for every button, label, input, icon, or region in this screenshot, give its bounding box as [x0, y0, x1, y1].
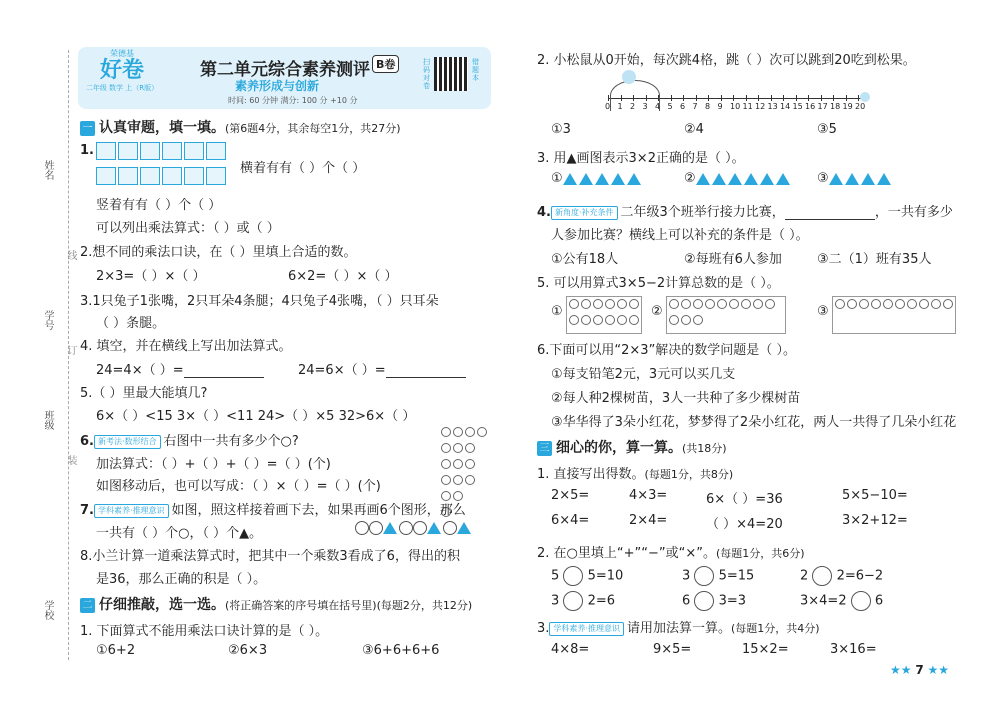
q1-vertical: 竖着有有（ ）个（ ） — [96, 198, 222, 213]
s2-q6: 6.下面可以用“2×3”解决的数学问题是（ ）。 — [537, 343, 796, 358]
s3-q2-r2b — [682, 591, 746, 611]
q3-text: 请用加法算一算。 — [626, 621, 731, 636]
s2-q5: 5. 可以用算式3×5−2计算总数的是（ ）。 — [537, 276, 780, 291]
s2-q6-opt-b: ②每人种2棵树苗，3人一共种了多少棵树苗 — [551, 391, 801, 406]
s3-q1-r2c3: （ ）×4=20 — [706, 517, 783, 532]
exam-meta: 时间: 60 分钟 满分: 100 分 +10 分 — [228, 96, 358, 105]
number-line-tick-label: 1 — [617, 102, 623, 111]
number-line-tick-label: 19 — [842, 102, 853, 111]
operator-blank[interactable] — [694, 566, 714, 586]
number-line-tick — [858, 95, 859, 101]
q3-b: （ ）条腿。 — [96, 316, 166, 331]
number-line-tick — [808, 95, 809, 101]
q6-line — [80, 430, 299, 449]
section-note: (共18分) — [682, 442, 727, 455]
number-line-tick-label: 14 — [780, 102, 791, 111]
q2-text: 2.想不同的乘法口诀，在（ ）里填上合适的数。 — [80, 245, 357, 260]
number-line-tick — [646, 95, 647, 101]
s2-q3-opt-c — [817, 171, 893, 186]
q3-num: 3. — [537, 621, 550, 636]
q4-b-text: 24=6×（ ）= — [298, 363, 386, 378]
qr-code[interactable] — [434, 57, 468, 91]
number-line-tick — [721, 95, 722, 101]
rhs: 5=15 — [718, 568, 755, 584]
s2-q1: 1. 下面算式不能用乘法口诀计算的是（ ）。 — [80, 624, 329, 639]
q1-equation: 可以列出乘法算式：（ ）或（ ） — [96, 221, 280, 236]
cut-mark: 订 — [65, 345, 76, 355]
s3-q2-header — [537, 542, 805, 561]
number-line-tick — [821, 95, 822, 101]
s2-q5-opt-b-label: ② — [651, 304, 663, 319]
number-line-tick — [771, 95, 772, 101]
s3-q1-r1c1: 2×5= — [551, 488, 590, 503]
number-line-tick — [683, 95, 684, 101]
q2-a: 2×3=（ ）×（ ） — [96, 269, 206, 284]
q4-tag: 新角度·补充条件 — [551, 206, 618, 220]
version-badge: B卷 — [372, 55, 399, 73]
q4-text: 4. 填空，并在横线上写出加法算式。 — [80, 339, 292, 354]
section-1-header — [80, 117, 401, 137]
rhs: 6 — [874, 593, 884, 609]
q7-num: 7. — [80, 503, 94, 518]
s2-q4-opt-a: ①公有18人 — [551, 252, 619, 267]
section-note: (第6题4分，其余每空1分，共27分) — [225, 122, 401, 135]
lhs: 3 — [551, 593, 560, 609]
number-line-tick-label: 8 — [705, 102, 711, 111]
section-number: 一 — [80, 121, 95, 136]
number-line-tick-label: 20 — [855, 102, 866, 111]
s2-q4-line — [537, 201, 953, 220]
number-line-tick-label: 12 — [755, 102, 766, 111]
s3-q3-c3: 15×2= — [742, 642, 789, 657]
operator-blank[interactable] — [851, 591, 871, 611]
q5-a: 6×（ ）<15 3×（ ）<11 24>（ ）×5 32>6×（ ） — [96, 409, 416, 424]
q3-a: 3.1只兔子1张嘴，2只耳朵4条腿；4只兔子4张嘴，（ ）只耳朵 — [80, 294, 439, 309]
number-line-tick — [746, 95, 747, 101]
number-line-tick-label: 4 — [655, 102, 661, 111]
grade-label: 二年级 数学 上（R版） — [85, 84, 159, 92]
cube-figure — [96, 142, 228, 189]
cut-mark: 装 — [65, 455, 76, 465]
s3-q2-note: (每题1分，共6分) — [715, 547, 805, 560]
number-line-tick — [796, 95, 797, 101]
s2-q5-figure-a — [566, 296, 642, 334]
opt-label: ① — [551, 171, 563, 186]
s3-q3-line — [537, 617, 820, 636]
number-line-tick — [833, 95, 834, 101]
student-id-label: 学号 — [42, 310, 53, 330]
operator-blank[interactable] — [563, 591, 583, 611]
s2-q1-opt-a: ①6+2 — [96, 643, 136, 658]
pinecone-icon — [860, 92, 870, 102]
s3-q2-r2a — [551, 591, 615, 611]
qr-right-label: 错题本 — [472, 58, 479, 82]
number-line-tick-label: 3 — [642, 102, 648, 111]
s2-q1-opt-c: ③6+6+6+6 — [362, 643, 440, 658]
number-line-tick-label: 16 — [805, 102, 816, 111]
school-label: 学校 — [42, 600, 53, 620]
number-line-tick — [621, 95, 622, 101]
section-number: 二 — [80, 598, 95, 613]
q6-num: 6. — [80, 434, 94, 449]
s3-q1-r1c3: 6×（ ）=36 — [706, 492, 783, 507]
section-3-header — [537, 437, 727, 457]
q6-text: 右图中一共有多少个○? — [163, 434, 299, 449]
page-footer: ★★ 7 ★★ — [890, 663, 950, 677]
s3-q2-r2c — [800, 591, 883, 611]
page-title: 第二单元综合素养测评 — [200, 60, 370, 80]
cut-mark: 线 — [65, 250, 76, 260]
q4-a — [96, 359, 264, 378]
s3-q2-r1c — [800, 566, 883, 586]
operator-blank[interactable] — [812, 566, 832, 586]
q4-text: 二年级3个班举行接力比赛， — [620, 205, 785, 220]
brand-big: 好卷 — [99, 58, 144, 83]
q8-a: 8.小兰计算一道乘法算式时，把其中一个乘数3看成了6，得出的积 — [80, 549, 460, 564]
opt-label: ③ — [817, 171, 829, 186]
s2-q4-b: 人参加比赛？横线上可以补充的条件是（ ）。 — [551, 228, 809, 243]
s3-q2: 2. 在○里填上“+”“−”或“×”。 — [537, 546, 716, 561]
s2-q2-opt-a: ①3 — [551, 122, 571, 137]
s3-q3-c1: 4×8= — [551, 642, 590, 657]
section-2-header — [80, 594, 472, 614]
number-line-tick-label: 7 — [692, 102, 698, 111]
brand-small: 荣德基 — [110, 49, 134, 58]
s3-q1-r2c1: 6×4= — [551, 513, 590, 528]
q7-line — [80, 499, 466, 518]
q5-text: 5.（ ）里最大能填几? — [80, 386, 208, 401]
s3-q1-r2c2: 2×4= — [629, 513, 668, 528]
squirrel-icon — [622, 70, 636, 84]
number-line-tick — [633, 95, 634, 101]
s2-q5-opt-a-label: ① — [551, 304, 563, 319]
s2-q4-opt-c: ③二（1）班有35人 — [817, 252, 932, 267]
rhs: 2=6−2 — [836, 568, 884, 584]
s2-q3-opt-b — [684, 171, 792, 186]
lhs: 5 — [551, 568, 560, 584]
opt-label: ② — [684, 171, 696, 186]
s2-q5-figure-c — [832, 296, 956, 334]
q7-tag: 学科素养·推理意识 — [94, 504, 169, 518]
s2-q5-opt-c-label: ③ — [817, 304, 829, 319]
qr-left-label: 扫码对卷 — [423, 58, 430, 90]
s2-q1-opt-b: ②6×3 — [228, 643, 268, 658]
q4-num: 4. — [537, 205, 551, 220]
s2-q6-opt-a: ①每支铅笔2元，3元可以买几支 — [551, 367, 736, 382]
q2-b: 6×2=（ ）×（ ） — [288, 269, 398, 284]
s2-q2-opt-b: ②4 — [684, 122, 704, 137]
page-number: 7 — [915, 663, 924, 677]
s3-q2-r1b — [682, 566, 754, 586]
s2-q2: 2. 小松鼠从0开始，每次跳4格，跳（ ）次可以跳到20吃到松果。 — [537, 53, 916, 68]
number-line-tick — [846, 95, 847, 101]
number-line-tick-label: 2 — [630, 102, 636, 111]
section-title: 认真审题，填一填。 — [99, 120, 225, 136]
number-line-tick — [733, 95, 734, 101]
number-line-tick-label: 9 — [717, 102, 723, 111]
rhs: 2=6 — [587, 593, 615, 609]
lhs: 3×4=2 — [800, 593, 847, 609]
s3-q1-r1c4: 5×5−10= — [842, 488, 908, 503]
class-label: 班级 — [42, 410, 53, 430]
s2-q6-opt-c: ③华华得了3朵小红花，梦梦得了2朵小红花，两人一共得了几朵小红花 — [551, 415, 957, 430]
q3-tag: 学科素养·推理意识 — [549, 622, 624, 636]
lhs: 2 — [800, 568, 809, 584]
number-line-tick — [658, 95, 659, 101]
q4-b — [298, 359, 466, 378]
s3-q2-r1a — [551, 566, 623, 586]
section-title: 仔细推敲，选一选。 — [99, 597, 225, 613]
number-line-tick — [758, 95, 759, 101]
q4-text2: ，一共有多少 — [874, 205, 953, 220]
q1-horizontal: 横着有有（ ）个（ ） — [240, 161, 366, 176]
number-line-tick-label: 5 — [667, 102, 673, 111]
number-line-tick — [696, 95, 697, 101]
page-subtitle: 素养形成与创新 — [235, 79, 320, 93]
q7-b: 一共有（ ）个○，（ ）个▲。 — [96, 526, 263, 541]
q4-a-text: 24=4×（ ）= — [96, 363, 184, 378]
q8-b: 是36，那么正确的积是（ ）。 — [96, 572, 267, 587]
section-number: 三 — [537, 441, 552, 456]
s3-q1-r1c2: 4×3= — [629, 488, 668, 503]
brand-logo — [82, 48, 162, 106]
q3-note: (每题1分，共4分) — [730, 622, 820, 635]
s2-q2-opt-c: ③5 — [817, 122, 837, 137]
lhs: 3 — [682, 568, 691, 584]
s2-q3-opt-a — [551, 171, 643, 186]
number-line-tick-label: 18 — [830, 102, 841, 111]
s2-q4-opt-b: ②每班有6人参加 — [684, 252, 782, 267]
s3-q1-header — [537, 463, 733, 482]
q6-tag: 新考法·数形结合 — [94, 435, 161, 449]
section-note: (将正确答案的序号填在括号里)(每题2分，共12分) — [225, 599, 473, 612]
number-line-tick-label: 15 — [792, 102, 803, 111]
s3-q3-c2: 9×5= — [653, 642, 692, 657]
section-title: 细心的你，算一算。 — [556, 440, 682, 456]
s2-q3: 3. 用▲画图表示3×2正确的是（ ）。 — [537, 151, 745, 166]
rhs: 5=10 — [587, 568, 624, 584]
number-line-tick-label: 13 — [767, 102, 778, 111]
q6-b: 如图移动后，也可以写成：（ ）×（ ）=（ ）(个) — [96, 479, 381, 494]
s3-q1-r2c4: 3×2+12= — [842, 513, 908, 528]
s2-q5-figure-b — [666, 296, 786, 334]
number-line-tick-label: 0 — [605, 102, 611, 111]
number-line-tick-label: 17 — [817, 102, 828, 111]
number-line-tick-label: 10 — [730, 102, 741, 111]
number-line-tick — [783, 95, 784, 101]
s3-q1-note: (每题1分，共8分) — [644, 468, 734, 481]
name-label: 姓名 — [42, 160, 53, 180]
number-line-tick — [671, 95, 672, 101]
q7-text: 如图，照这样接着画下去，如果再画6个图形，那么 — [171, 503, 466, 518]
operator-blank[interactable] — [694, 591, 714, 611]
number-line-tick — [608, 95, 609, 101]
rhs: 3=3 — [718, 593, 746, 609]
q6-a: 加法算式：（ ）+（ ）+（ ）=（ ）(个) — [96, 457, 331, 472]
s3-q3-c4: 3×16= — [830, 642, 877, 657]
pattern-figure — [355, 520, 473, 535]
lhs: 6 — [682, 593, 691, 609]
number-line-tick — [708, 95, 709, 101]
binding-line — [68, 50, 69, 660]
s3-q1: 1. 直接写出得数。 — [537, 467, 645, 482]
number-line-tick-label: 11 — [742, 102, 753, 111]
number-line-figure — [600, 68, 880, 113]
operator-blank[interactable] — [563, 566, 583, 586]
number-line-tick-label: 6 — [680, 102, 686, 111]
